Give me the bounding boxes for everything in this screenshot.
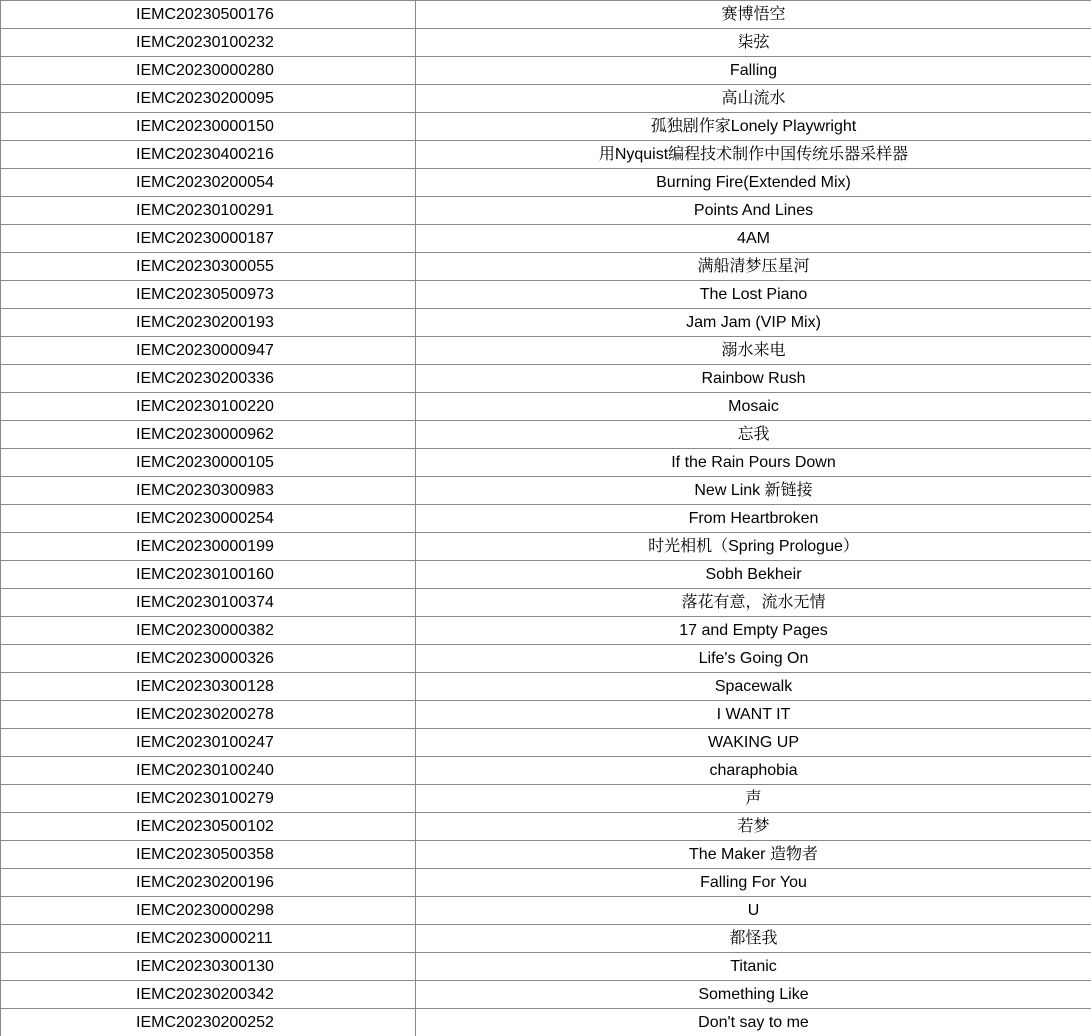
entry-id-cell[interactable]: IEMC20230100291 [1,197,416,225]
entry-title-cell[interactable]: 高山流水 [416,85,1091,113]
table-row [1,505,1091,533]
table-row [1,813,1091,841]
table-row [1,141,1091,169]
entry-id-cell[interactable]: IEMC20230100279 [1,785,416,813]
table-row [1,589,1091,617]
entry-title-cell[interactable]: 若梦 [416,813,1091,841]
entry-title-cell[interactable]: Titanic [416,953,1091,981]
entry-id-cell[interactable]: IEMC20230200278 [1,701,416,729]
entry-title-cell[interactable]: Sobh Bekheir [416,561,1091,589]
entry-title-cell[interactable]: 4AM [416,225,1091,253]
entry-title-cell[interactable]: U [416,897,1091,925]
entry-id-cell[interactable]: IEMC20230000187 [1,225,416,253]
entry-id-cell[interactable]: IEMC20230300128 [1,673,416,701]
entry-title-cell[interactable]: 满船清梦压星河 [416,253,1091,281]
entry-title-cell[interactable]: Don't say to me [416,1009,1091,1036]
table-row [1,701,1091,729]
entry-title-cell[interactable]: I WANT IT [416,701,1091,729]
entries-table-body [1,1,1091,1036]
entry-title-cell[interactable]: Spacewalk [416,673,1091,701]
table-row [1,533,1091,561]
entry-title-cell[interactable]: Jam Jam (VIP Mix) [416,309,1091,337]
table-row [1,85,1091,113]
entry-id-cell[interactable]: IEMC20230000211 [1,925,416,953]
entry-title-cell[interactable]: Rainbow Rush [416,365,1091,393]
table-row [1,197,1091,225]
table-row [1,337,1091,365]
table-row [1,225,1091,253]
table-row [1,29,1091,57]
table-row [1,253,1091,281]
table-row [1,1,1091,29]
entry-id-cell[interactable]: IEMC20230500358 [1,841,416,869]
entry-title-cell[interactable]: 用Nyquist编程技术制作中国传统乐器采样器 [416,141,1091,169]
entry-title-cell[interactable]: 落花有意，流水无情 [416,589,1091,617]
table-row [1,281,1091,309]
table-row [1,393,1091,421]
entry-title-cell[interactable]: charaphobia [416,757,1091,785]
entry-title-cell[interactable]: 赛博悟空 [416,1,1091,29]
entry-title-cell[interactable]: 都怪我 [416,925,1091,953]
table-row [1,841,1091,869]
table-row [1,365,1091,393]
entry-title-cell[interactable]: Points And Lines [416,197,1091,225]
entry-title-cell[interactable]: The Lost Piano [416,281,1091,309]
table-row [1,981,1091,1009]
entry-id-cell[interactable]: IEMC20230200095 [1,85,416,113]
entry-id-cell[interactable]: IEMC20230300055 [1,253,416,281]
entry-title-cell[interactable]: Mosaic [416,393,1091,421]
entry-id-cell[interactable]: IEMC20230200336 [1,365,416,393]
table-row [1,1009,1091,1036]
entry-title-cell[interactable]: Falling For You [416,869,1091,897]
entry-id-cell[interactable]: IEMC20230000947 [1,337,416,365]
entry-title-cell[interactable]: 柒弦 [416,29,1091,57]
table-row [1,645,1091,673]
entry-id-cell[interactable]: IEMC20230500973 [1,281,416,309]
entry-title-cell[interactable]: 溺水来电 [416,337,1091,365]
entry-id-cell[interactable]: IEMC20230200054 [1,169,416,197]
table-row [1,113,1091,141]
entry-id-cell[interactable]: IEMC20230200196 [1,869,416,897]
entry-id-cell[interactable]: IEMC20230000150 [1,113,416,141]
entry-id-cell[interactable]: IEMC20230100374 [1,589,416,617]
entry-title-cell[interactable]: 孤独剧作家Lonely Playwright [416,113,1091,141]
entry-id-cell[interactable]: IEMC20230000199 [1,533,416,561]
table-row [1,57,1091,85]
entry-id-cell[interactable]: IEMC20230200193 [1,309,416,337]
entry-id-cell[interactable]: IEMC20230000962 [1,421,416,449]
entry-title-cell[interactable]: If the Rain Pours Down [416,449,1091,477]
entry-id-cell[interactable]: IEMC20230200252 [1,1009,416,1036]
table-row [1,673,1091,701]
table-row [1,925,1091,953]
table-row [1,785,1091,813]
entry-title-cell[interactable]: New Link 新链接 [416,477,1091,505]
table-row [1,309,1091,337]
entry-id-cell[interactable]: IEMC20230500176 [1,1,416,29]
table-row [1,421,1091,449]
entry-title-cell[interactable]: 忘我 [416,421,1091,449]
entry-id-cell[interactable]: IEMC20230300130 [1,953,416,981]
table-row [1,477,1091,505]
table-row [1,729,1091,757]
entry-id-cell[interactable]: IEMC20230100160 [1,561,416,589]
entry-id-cell[interactable]: IEMC20230000298 [1,897,416,925]
entry-title-cell[interactable]: From Heartbroken [416,505,1091,533]
table-row [1,897,1091,925]
entry-id-cell[interactable]: IEMC20230500102 [1,813,416,841]
entry-id-cell[interactable]: IEMC20230100220 [1,393,416,421]
entry-id-cell[interactable]: IEMC20230300983 [1,477,416,505]
entry-title-cell[interactable]: The Maker 造物者 [416,841,1091,869]
entry-id-cell[interactable]: IEMC20230000105 [1,449,416,477]
entry-id-cell[interactable]: IEMC20230000254 [1,505,416,533]
table-row [1,449,1091,477]
table-row [1,617,1091,645]
table-row [1,757,1091,785]
entry-id-cell[interactable]: IEMC20230200342 [1,981,416,1009]
table-row [1,561,1091,589]
entry-title-cell[interactable]: 时光相机（Spring Prologue） [416,533,1091,561]
entry-title-cell[interactable]: WAKING UP [416,729,1091,757]
table-row [1,869,1091,897]
table-row [1,169,1091,197]
entry-id-cell[interactable]: IEMC20230000382 [1,617,416,645]
entry-title-cell[interactable]: 17 and Empty Pages [416,617,1091,645]
entry-title-cell[interactable]: Life's Going On [416,645,1091,673]
entry-id-cell[interactable]: IEMC20230100240 [1,757,416,785]
entry-id-cell[interactable]: IEMC20230000280 [1,57,416,85]
entry-title-cell[interactable]: 声 [416,785,1091,813]
table-row [1,953,1091,981]
entry-title-cell[interactable]: Burning Fire(Extended Mix) [416,169,1091,197]
entry-id-cell[interactable]: IEMC20230000326 [1,645,416,673]
entry-id-cell[interactable]: IEMC20230100247 [1,729,416,757]
entry-id-cell[interactable]: IEMC20230400216 [1,141,416,169]
entry-title-cell[interactable]: Something Like [416,981,1091,1009]
entry-id-cell[interactable]: IEMC20230100232 [1,29,416,57]
entry-title-cell[interactable]: Falling [416,57,1091,85]
